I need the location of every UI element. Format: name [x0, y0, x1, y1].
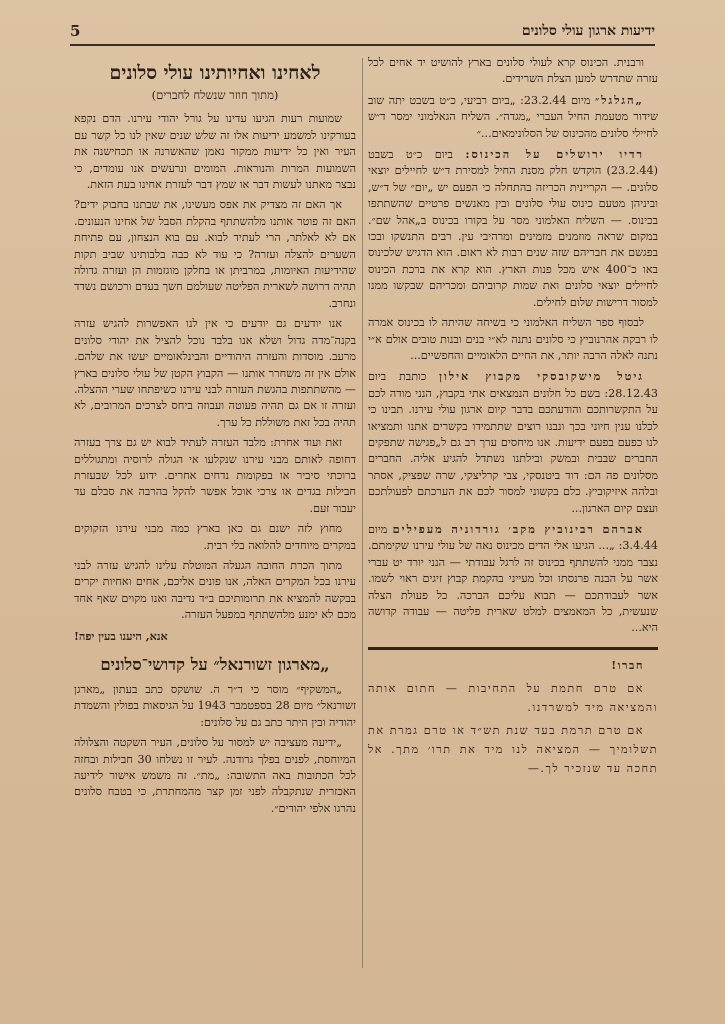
running-title: ידיעות ארגון עולי סלונים — [521, 23, 655, 39]
notice-divider — [368, 647, 658, 650]
page-header — [70, 22, 655, 46]
item-radio-head: רדיו ירושלים על הכינוס: — [465, 147, 644, 162]
intro-paragraph: ורבנית. הכינוס קרא לעולי סלונים בארץ להושיט יד אחים לכל עזרה שתדרש למען הצלת השרידים. — [368, 56, 658, 86]
article-paragraph: שמועות רעות הגיעו עדינו על גורל יהודי עירנו. הדם נקפא בעורקינו למשמע ידיעות אלו זה שלש שנים שאין לנו כל קשר עם העיר ואין כל ידיעות ממקור נאמן שהאשרנה או תכחישנה את השמועות המרות והנוראות. המומים ונרעשים אנו עומדים, כי נבצר מאתנו לעשות דבר או שמץ דבר לעזרת אחינו בעת הזאת. — [74, 112, 356, 192]
article-paragraph: אנו יודעים גם יודעים כי אין לנו האפשרות להגיש עזרה בקנה־מדה גדול ושלא אנו בלבד נוכל להציל את יהודי סלונים מרעב. מוסדות והעזרה היהודיים והבינלאומיים יעשו את שלהם. אולם אין זה משחרר אותנו — הקבוץ הקטן של עולי סלונים בארץ — מהשתתפות בהגשת העזרה לבני עירנו כשיפתחו שערי ההצלה. ועזרה זו אם גם תהיה פעוטה ועבוזה ביחס לצרכים המרובים, לא תהיה בכל זאת משוללת כל ערך. — [74, 317, 356, 429]
article-paragraph: אך האם זה מצדיק את אפס מעשינו, את שבתנו בחבוק ידים? האם זה פוטר אותנו מלהשתתף בהקלת הסבל של אחינו הנעונים. אם לא לאלתר, הרי לעתיד לבוא. עם בוא הנצחון, עם פתיחת השערים להצלה ועזרה? כי עוד לא כבה בלבותינו שביב תקות שהידיעות האיומות, במרביתן או בחלקן מוגזמות הן ועזרה גדולה תהיה דרושה לשארית הפליטה שעולמם חשך בעדם ורכושם נשדד ונחרב. — [74, 198, 356, 310]
item-radio-close: לבסוף ספר השליח האלמוני כי בשיחה שהיתה לו בכינוס אמרה לו רבקה אהרנוביץ כי סלונים נתנה לא״י בנים ובנות טובים אולם א״י נתנה לאלה הרבה יותר, את החיים הלאומיים והחפשיים... — [368, 316, 658, 362]
notice-line-2: אם טרם תרמת בעד שנת תש״ד או טרם גמרת את תשלומיך — המציאה לנו מיד את תרו׳ מתך. אל תחכה עד שנזכיר לך.— — [368, 723, 658, 775]
item-letter-1 — [368, 368, 658, 517]
article-closing: אנא, היענו בעין יפה! — [74, 628, 168, 643]
item-letter-2-body: מיום 3.4.44: „... הגיעו אלי הדים מכינוס נאה של עולי עירנו שקימתם. נצבר ממני להשתתף בכינוס זה לרגל עבודתי — הנני יורד יט עברי אשר על הבנה פרנסתו וכל מעייני בהקמת קבוץ זיגים ראוי לשמו. אשר לעבודתכם — תבוא עליכם הברכה. כל פעולת הצלה שנעשית, כל המאמצים למלט שארית פליטה — עבודה קדושה היא... — [368, 522, 658, 635]
notice-label: חברו! — [611, 657, 644, 672]
item-galgal-body: מיום 23.2.44: „ביום רביעי, כ״ט בשבט יתה שוב שידור מטעמת החיל העברי „מגדה״. השליח הגאלמוני ימסר ד״ש לחיילי סלונים מהכינוס של הסלונימאים...״ — [368, 93, 658, 140]
item-radio-body: ביום כ״ט בשבט (23.2.44) הוקדש חלק מסנת החיל למסירת ד״ש לחיילים יוצאי סלונים. — הקריינית הכריזה בהתחלה כי הפעם יש „יום״ של ד״ש, וביניהן מטעם כינוס עולי סלונים ובין מאנשים פרטיים שהשתתפו בכינוס. — השליח האלמוני מסר על בקורו בכינוס ב„אהל שם״. במקום שראה מוזמנים מזמינים ומרהיבי עין. רבים התנשקו ובכו בפגשם את חבריהם שזה שנים רבות לא ראום. הוא הדגיש שלכינוס באו כ־400 איש מכל פנות הארץ. הוא קרא את ברכת הכינוס לחיילים יוצאי סלונים ואת שמות קרוביהם ומכריהם שבקשו ממנו למסור דרישות שלום לחילים. — [368, 148, 658, 309]
item-letter-2 — [368, 521, 658, 637]
item-radio — [368, 146, 658, 311]
article-subtitle: (מתוך חוזר שנשלח לחברים) — [151, 88, 279, 102]
article-paragraph: זאת ועוד אחרת: מלבד העזרה לעתיד לבוא יש גם צרך בעזרה דחופה לאותם מבני עירנו שנקלעו אי הגולה לרוסיה ומתגוללים ברוכתי סיביר או בפקומות נדחים אחרים. ידוע לכל שבעזרת חבילות בגדים או צרכי אוכל אפשר להקל בהרבה את סבלם עד יעבור זעם. — [74, 436, 356, 515]
article-title: לאחינו ואחיותינו עולי סלונים — [109, 62, 321, 84]
item-letter-1-head: גיטל מישקובסקי מקבוץ אילון — [439, 369, 644, 384]
article-paragraph: מתוך הכרת החובה הגעלה המוטלת עלינו להגיש עזרה לבני עירנו בכל המקרים האלה, אנו פונים אליכם, אחים ואחיות יקרים בבקשה להמציא את תרומותיכם ב״ד נדיבה ואנו מקוים שאף אחד מכם לא ימנע מלהשתתף במפעל העזרה. — [74, 558, 356, 622]
page-number: 5 — [70, 22, 81, 40]
right-column — [368, 55, 658, 1015]
item-letter-2-head: אברהם רבינוביץ מקב׳ גורדוניה מעפילים — [392, 521, 644, 536]
item-letter-1-body: כותבת ביום 28.12.43: בשם כל חלונים הנמצאים אתי בקבוץ, הנני מודה לכם על התקשרותכם והודעתכם בדבר קיום ארגון עולי עירנו. תבינו כי לכלנו ענין חיוני בכך ונבנו רוצים שתתמידו בקשרים אתנו ותמציאו לנו כפעם בפעם ידיעות. אנו מיחסים ערך רב גם ל„פגישה שתפקים החברים שבבית ובמשק ובילתנו נשתדל להגיע אליה. החברים מסלונים פה הם: דוד ביטנסקי, צבי קרליצקי, שרה שפציק, אסתר ובלהה איזיקוביץ. כלם בקשוני למסור לכם את הערכתם לפעולתכם ועצם קיום הארגון... — [368, 370, 658, 515]
section-paragraph: „ידיעה מעציבה יש למסור על סלונים, העיר השקטה והצלולה המיוחסת, לפנים בפלך גרודנה. לעיר זו נשלחו 30 חבילות ובחזה לכל הכתובות באה התשובה: „מת״. זה משמש אישור לידיעה האכזרית שנתקבלה לפני זמן קצר מהמחתרת, כי בטבח סלונים נהרגו אלפי יהודים״. — [74, 736, 356, 815]
notice-line-1: אם טרם חתמת על התחיבות — חתום אותה והמציאה מיד למשרדנו. — [368, 681, 658, 714]
section-title: „מארגון זשורנאל״ על קדושי־סלונים — [100, 655, 330, 674]
item-galgal — [368, 92, 658, 142]
section-paragraph: „המשקיף״ מוסר כי ד״ר ה. שושקס כתב בעתון „מארגן זשורנאל״ מיום 28 בספטמבר 1943 על הגיסאות בפולין והשמדת יהודיה ובין היתר כתב גם על סלונים: — [74, 683, 356, 729]
item-galgal-head: „הגלגל״ — [595, 92, 644, 107]
left-column — [74, 55, 356, 1015]
article-paragraph: מחוץ לזה ישנם גם כאן בארץ כמה מבני עירנו הזקוקים במקרים מיוחדים להלואה בלי רבית. — [74, 522, 356, 552]
dues-notice — [368, 656, 658, 778]
column-divider — [362, 58, 363, 968]
